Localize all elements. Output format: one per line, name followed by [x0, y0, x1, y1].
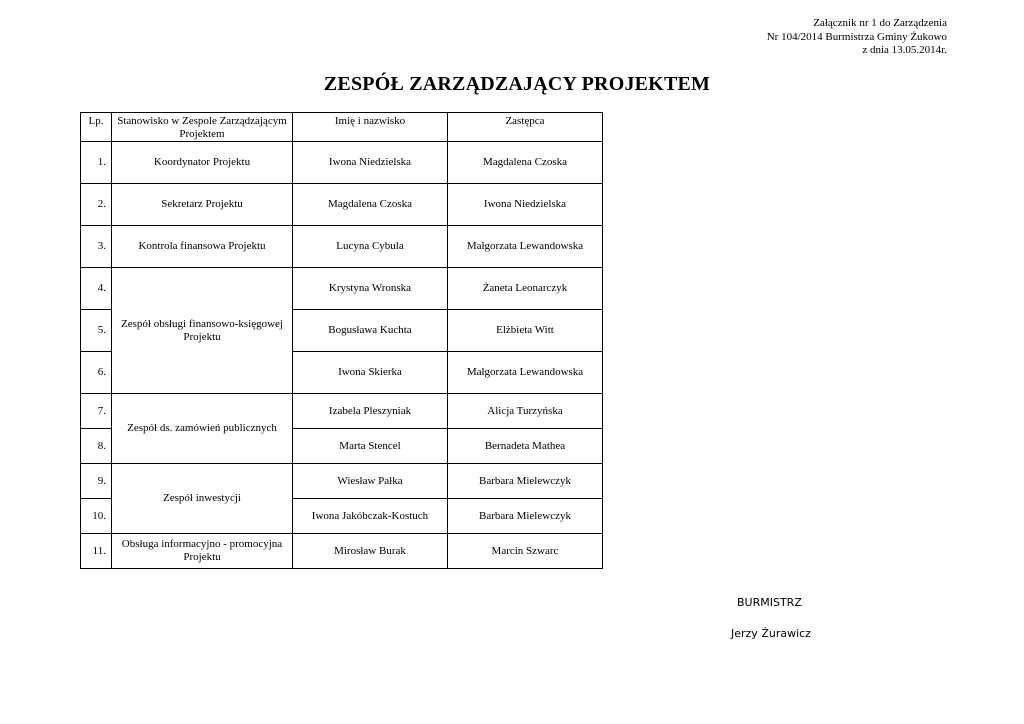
position-cell: Obsługa informacyjno - promocyjna Projektu: [112, 534, 293, 569]
deputy-cell: Magdalena Czoska: [448, 142, 603, 184]
deputy-cell: Alicja Turzyńska: [448, 394, 603, 429]
name-cell: Wiesław Pałka: [293, 464, 448, 499]
deputy-cell: Marcin Szwarc: [448, 534, 603, 569]
name-cell: Iwona Skierka: [293, 352, 448, 394]
row-number: 9.: [81, 464, 112, 499]
deputy-cell: Bernadeta Mathea: [448, 429, 603, 464]
attachment-note: [767, 17, 947, 58]
name-cell: Marta Stencel: [293, 429, 448, 464]
position-cell: Zespół inwestycji: [112, 464, 293, 534]
position-cell: Sekretarz Projektu: [112, 184, 293, 226]
name-cell: Iwona Jakóbczak-Kostuch: [293, 499, 448, 534]
table-row: [81, 394, 603, 429]
signature-role: BURMISTRZ: [737, 596, 802, 609]
deputy-cell: Żaneta Leonarczyk: [448, 268, 603, 310]
deputy-cell: Małgorzata Lewandowska: [448, 352, 603, 394]
column-header-lp: Lp.: [81, 113, 112, 142]
project-team-table: [80, 112, 603, 569]
table-row: [81, 464, 603, 499]
deputy-cell: Małgorzata Lewandowska: [448, 226, 603, 268]
row-number: 3.: [81, 226, 112, 268]
position-cell: Kontrola finansowa Projektu: [112, 226, 293, 268]
name-cell: Iwona Niedzielska: [293, 142, 448, 184]
position-cell: Koordynator Projektu: [112, 142, 293, 184]
row-number: 10.: [81, 499, 112, 534]
name-cell: Mirosław Burak: [293, 534, 448, 569]
column-header-deputy: Zastępca: [448, 113, 603, 142]
name-cell: Izabela Pleszyniak: [293, 394, 448, 429]
name-cell: Magdalena Czoska: [293, 184, 448, 226]
row-number: 11.: [81, 534, 112, 569]
table-row: [81, 226, 603, 268]
table-row: [81, 184, 603, 226]
column-header-position: Stanowisko w Zespole Zarządzającym Projektem: [112, 113, 293, 142]
name-cell: Bogusława Kuchta: [293, 310, 448, 352]
attachment-line-1: Załącznik nr 1 do Zarządzenia: [813, 17, 947, 29]
deputy-cell: Elżbieta Witt: [448, 310, 603, 352]
row-number: 6.: [81, 352, 112, 394]
table-row: [81, 268, 603, 310]
position-cell: Zespół ds. zamówień publicznych: [112, 394, 293, 464]
row-number: 4.: [81, 268, 112, 310]
deputy-cell: Iwona Niedzielska: [448, 184, 603, 226]
row-number: 2.: [81, 184, 112, 226]
deputy-cell: Barbara Mielewczyk: [448, 499, 603, 534]
name-cell: Lucyna Cybula: [293, 226, 448, 268]
name-cell: Krystyna Wronska: [293, 268, 448, 310]
attachment-line-2: Nr 104/2014 Burmistrza Gminy Żukowo: [766, 30, 947, 43]
row-number: 7.: [81, 394, 112, 429]
table-header-row: [81, 113, 603, 142]
table-row: [81, 534, 603, 569]
row-number: 5.: [81, 310, 112, 352]
signature-name: Jerzy Żurawicz: [731, 627, 811, 640]
deputy-cell: Barbara Mielewczyk: [448, 464, 603, 499]
document-title: ZESPÓŁ ZARZĄDZAJĄCY PROJEKTEM: [323, 73, 711, 95]
position-cell: Zespół obsługi finansowo-księgowej Projektu: [112, 268, 293, 394]
column-header-name: Imię i nazwisko: [293, 113, 448, 142]
row-number: 8.: [81, 429, 112, 464]
table-row: [81, 142, 603, 184]
row-number: 1.: [81, 142, 112, 184]
attachment-line-3: z dnia 13.05.2014r.: [862, 44, 947, 56]
